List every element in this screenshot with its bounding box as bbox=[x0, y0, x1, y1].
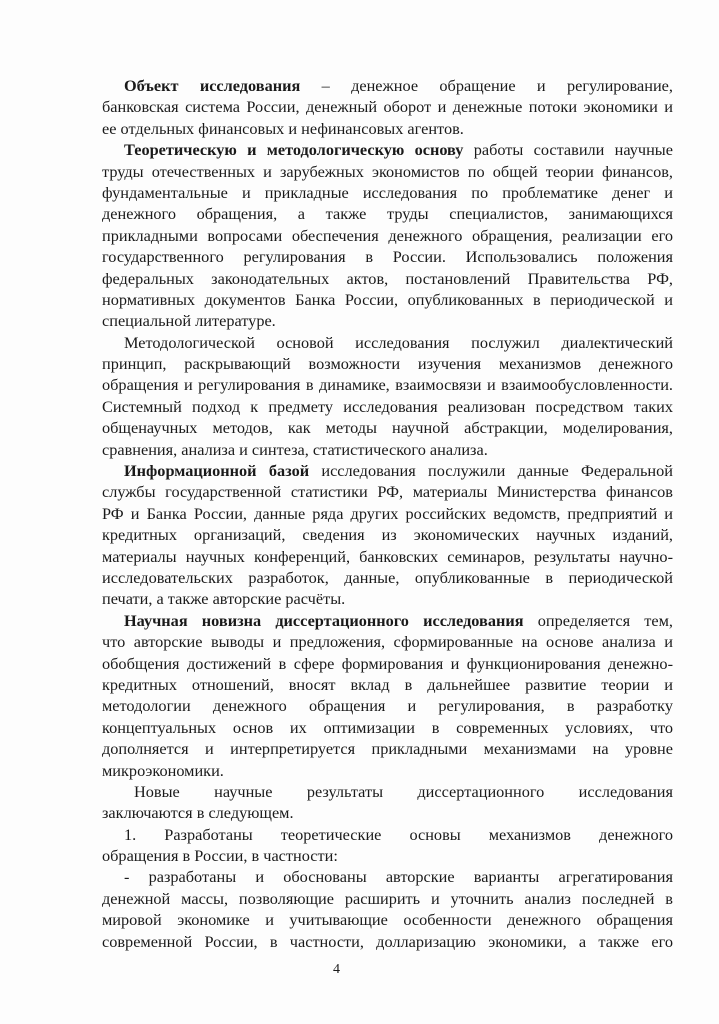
text-line bbox=[102, 567, 673, 588]
text-line bbox=[102, 161, 673, 182]
text-segment: денежной массы, позволяющие расширить и уточнить анализ последней в bbox=[102, 888, 673, 908]
text-line bbox=[102, 460, 673, 481]
text-line bbox=[102, 353, 673, 374]
text-segment: государственного регулирования в России. Использовались положения bbox=[102, 247, 673, 267]
text-line bbox=[102, 225, 673, 246]
text-line bbox=[102, 139, 673, 160]
text-line bbox=[102, 246, 673, 267]
text-line bbox=[102, 931, 673, 952]
text-line bbox=[102, 738, 673, 759]
text-segment: обращения и регулирования в динамике, взаимосвязи и взаимообусловленности. bbox=[102, 375, 673, 395]
text-segment: Системный подход к предмету исследования реализован посредством таких bbox=[102, 396, 673, 416]
text-segment: специальной литературе. bbox=[102, 311, 276, 331]
text-line bbox=[102, 695, 673, 716]
text-segment: сравнения, анализа и синтеза, статистического анализа. bbox=[102, 439, 488, 459]
text-segment: фундаментальные и прикладные исследования по проблематике денег и bbox=[102, 182, 673, 202]
text-line bbox=[102, 396, 673, 417]
body-text bbox=[102, 75, 673, 952]
text-line bbox=[102, 75, 673, 96]
text-segment: службы государственной статистики РФ, материалы Министерства финансов bbox=[102, 482, 673, 502]
text-segment: прикладными вопросами обеспечения денежного обращения, реализации его bbox=[102, 225, 673, 245]
text-line bbox=[102, 439, 673, 460]
text-segment: микроэкономики. bbox=[102, 760, 224, 780]
text-line bbox=[102, 374, 673, 395]
bold-term: Научная новизна диссертационного исследования bbox=[124, 610, 524, 630]
text-line bbox=[102, 289, 673, 310]
text-line bbox=[102, 760, 673, 781]
text-segment: общенаучных методов, как методы научной абстракции, моделирования, bbox=[102, 418, 673, 438]
text-line bbox=[102, 802, 673, 823]
bold-term: Теоретическую и методологическую основу bbox=[124, 140, 464, 160]
text-segment: Новые научные результаты диссертационного исследования bbox=[134, 781, 673, 801]
text-line bbox=[102, 118, 673, 139]
text-line bbox=[102, 717, 673, 738]
text-segment: – денежное обращение и регулирование, bbox=[300, 76, 673, 95]
text-line bbox=[102, 909, 673, 930]
text-segment: материалы научных конференций, банковских семинаров, результаты научно- bbox=[102, 546, 673, 566]
text-segment: заключаются в следующем. bbox=[102, 803, 294, 823]
page-number: 4 bbox=[333, 962, 340, 977]
text-segment: кредитных отношений, вносят вклад в дальнейшее развитие теории и bbox=[102, 674, 673, 694]
text-line bbox=[102, 503, 673, 524]
text-segment: банковская система России, денежный оборот и денежные потоки экономики и bbox=[102, 97, 673, 117]
text-line bbox=[102, 653, 673, 674]
text-line bbox=[102, 332, 673, 353]
text-line bbox=[102, 588, 673, 609]
text-line bbox=[102, 888, 673, 909]
text-segment: методологии денежного обращения и регулирования, в разработку bbox=[102, 696, 673, 716]
text-line bbox=[102, 96, 673, 117]
text-segment: исследования послужили данные Федеральной bbox=[309, 461, 673, 481]
text-segment: федеральных законодательных актов, постановлений Правительства РФ, bbox=[102, 268, 673, 288]
text-segment: печати, а также авторские расчёты. bbox=[102, 589, 346, 609]
text-line bbox=[102, 524, 673, 545]
text-line bbox=[102, 268, 673, 289]
text-line bbox=[102, 781, 673, 802]
text-segment: определяется тем, bbox=[523, 610, 673, 630]
text-line bbox=[102, 824, 673, 845]
text-segment: что авторские выводы и предложения, сформированные на основе анализа и bbox=[102, 632, 673, 652]
text-segment: современной России, в частности, долларизацию экономики, а также его bbox=[102, 931, 673, 951]
text-line bbox=[102, 631, 673, 652]
text-segment: концептуальных основ их оптимизации в современных условиях, что bbox=[102, 717, 673, 737]
text-line bbox=[102, 610, 673, 631]
text-line bbox=[102, 203, 673, 224]
bold-term: Информационной базой bbox=[124, 461, 310, 481]
text-segment: ее отдельных финансовых и нефинансовых агентов. bbox=[102, 118, 464, 138]
text-line bbox=[102, 866, 673, 887]
text-line bbox=[102, 546, 673, 567]
text-line bbox=[102, 417, 673, 438]
text-segment: денежного обращения, а также труды специалистов, занимающихся bbox=[102, 204, 673, 224]
text-segment: обращения в России, в частности: bbox=[102, 846, 338, 866]
text-segment: работы составили научные bbox=[463, 140, 673, 160]
text-line bbox=[102, 845, 673, 866]
text-segment: обобщения достижений в сфере формирования и функционирования денежно- bbox=[102, 653, 673, 673]
text-segment: - разработаны и обоснованы авторские варианты агрегатирования bbox=[124, 867, 673, 887]
text-segment: исследовательских разработок, данные, опубликованные в периодической bbox=[102, 567, 673, 587]
text-segment: труды отечественных и зарубежных экономистов по общей теории финансов, bbox=[102, 161, 673, 181]
text-segment: 1. Разработаны теоретические основы механизмов денежного bbox=[124, 824, 673, 844]
text-segment: РФ и Банка России, данные ряда других российских ведомств, предприятий и bbox=[102, 503, 673, 523]
text-segment: принцип, раскрывающий возможности изучения механизмов денежного bbox=[102, 354, 673, 374]
text-line bbox=[102, 182, 673, 203]
text-segment: мировой экономике и учитывающие особенности денежного обращения bbox=[102, 910, 673, 930]
text-segment: кредитных организаций, сведения из экономических научных изданий, bbox=[102, 525, 673, 545]
text-line bbox=[102, 310, 673, 331]
text-segment: нормативных документов Банка России, опубликованных в периодической и bbox=[102, 289, 673, 309]
text-line bbox=[102, 674, 673, 695]
text-segment: Методологической основой исследования послужил диалектический bbox=[124, 332, 673, 352]
text-segment: дополняется и интерпретируется прикладными механизмами на уровне bbox=[102, 739, 673, 759]
text-line bbox=[102, 481, 673, 502]
bold-term: Объект исследования bbox=[124, 76, 301, 95]
